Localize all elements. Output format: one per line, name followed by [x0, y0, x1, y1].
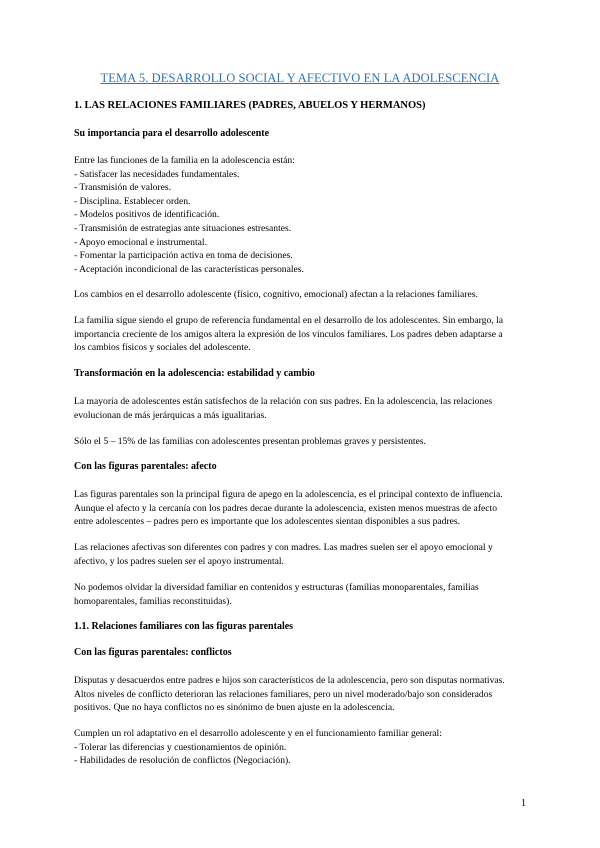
document-title: TEMA 5. DESARROLLO SOCIAL Y AFECTIVO EN LA ADOLESCENCIA — [100, 71, 500, 85]
subheading-afecto: Con las figuras parentales: afecto — [74, 461, 217, 472]
subheading-conflictos: Con las figuras parentales: conflictos — [74, 647, 232, 658]
paragraph-line: La mayoría de adolescentes están satisfechos de la relación con sus padres. En la adolescencia, las relaciones — [74, 396, 493, 407]
paragraph-solo — [74, 435, 526, 449]
paragraph-line: Las relaciones afectivas son diferentes con padres y con madres. Las madres suelen ser el apoyo emocional y — [74, 542, 493, 553]
paragraph-line: afectivo, y los padres suelen ser el apoyo instrumental. — [74, 555, 284, 567]
paragraph-line: Aunque el afecto y la cercanía con los padres decae durante la adolescencia, existen menos muestras de afecto — [74, 502, 497, 514]
paragraph-relaciones — [74, 541, 526, 568]
section-heading-relaciones-familiares: 1. LAS RELACIONES FAMILIARES (PADRES, ABUELOS Y HERMANOS) — [74, 100, 426, 111]
list-item: - Habilidades de resolución de conflictos (Negociación). — [74, 755, 291, 767]
paragraph-line: importancia creciente de los amigos altera la expresión de los vínculos familiares. Los padres deben adaptarse a — [74, 328, 503, 340]
paragraph-cumplen — [74, 727, 526, 768]
list-item: - Tolerar las diferencias y cuestionamientos de opinión. — [74, 741, 287, 753]
paragraph-cambios — [74, 288, 526, 302]
paragraph-line: Cumplen un rol adaptativo en el desarrollo adolescente y en el funcionamiento familiar general: — [74, 728, 442, 739]
paragraph-disputas — [74, 674, 526, 715]
paragraph-line: Altos niveles de conflicto deterioran las relaciones familiares, pero un nivel moderado/bajo son considerados — [74, 688, 493, 700]
funciones-list — [74, 154, 526, 276]
list-item: - Disciplina. Establecer orden. — [74, 195, 191, 207]
paragraph-line: Los cambios en el desarrollo adolescente (físico, cognitivo, emocional) afectan a la relaciones familiares. — [74, 289, 478, 300]
list-item: - Apoyo emocional e instrumental. — [74, 236, 207, 248]
paragraph-line: No podemos olvidar la diversidad familiar en contenidos y estructuras (familias monoparentales, familias — [74, 582, 479, 593]
paragraph-line: positivos. Que no haya conflictos no es sinónimo de buen ajuste en la adolescencia. — [74, 702, 395, 714]
list-item: - Modelos positivos de identificación. — [74, 209, 220, 221]
paragraph-line: evolucionan de más jerárquicas a más igualitarias. — [74, 409, 267, 421]
paragraph-line: Sólo el 5 – 15% de las familias con adolescentes presentan problemas graves y persistentes. — [74, 436, 426, 447]
subheading-importancia: Su importancia para el desarrollo adolescente — [74, 128, 270, 139]
paragraph-line: homoparentales, familias reconstituidas). — [74, 595, 232, 607]
paragraph-line: entre adolescentes – padres pero es importante que los adolescentes sientan disponibles a sus padres. — [74, 516, 461, 528]
paragraph-line: los cambios físicos y sociales del adolescente. — [74, 342, 251, 354]
list-item: - Fomentar la participación activa en toma de decisiones. — [74, 250, 293, 262]
paragraph-line: Las figuras parentales son la principal figura de apego en la adolescencia, es el principal contexto de influencia. — [74, 489, 503, 500]
paragraph-diversidad — [74, 581, 526, 608]
paragraph-mayoria — [74, 395, 526, 422]
paragraph-figuras — [74, 488, 526, 529]
paragraph-line: La familia sigue siendo el grupo de referencia fundamental en el desarrollo de los adolescentes. Sin embargo, la — [74, 315, 503, 326]
paragraph-line: Disputas y desacuerdos entre padres e hijos son característicos de la adolescencia, pero son disputas normativas. — [74, 675, 505, 686]
funciones-intro: Entre las funciones de la familia en la adolescencia están: — [74, 155, 295, 166]
list-item: - Aceptación incondicional de las características personales. — [74, 263, 304, 275]
list-item: - Satisfacer las necesidades fundamentales. — [74, 168, 240, 180]
paragraph-familia — [74, 314, 526, 355]
list-item: - Transmisión de valores. — [74, 182, 172, 194]
section-heading-relaciones-parentales: 1.1. Relaciones familiares con las figuras parentales — [74, 621, 294, 632]
subheading-transformacion: Transformación en la adolescencia: estabilidad y cambio — [74, 368, 315, 379]
list-item: - Transmisión de estrategias ante situaciones estresantes. — [74, 222, 292, 234]
page-number: 1 — [521, 798, 526, 809]
